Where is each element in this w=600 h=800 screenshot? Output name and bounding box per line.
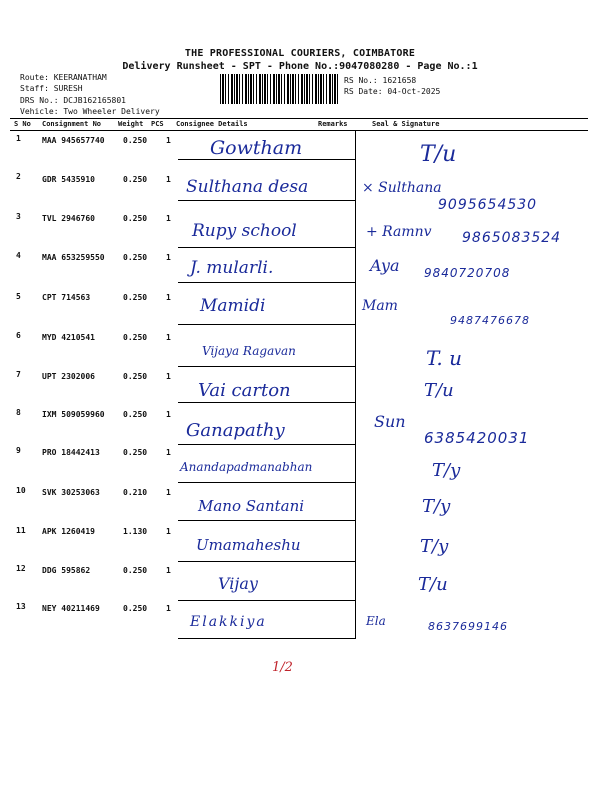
consignee-handwritten-name: Vai carton [198, 380, 291, 401]
row-sno: 10 [16, 486, 26, 495]
row-consignment: MYD 4210541 [42, 333, 95, 342]
col-consignment: Consignment No [42, 120, 102, 128]
row-weight: 0.250 [123, 448, 148, 457]
row-pcs: 1 [166, 253, 171, 262]
row-weight: 0.250 [123, 214, 148, 223]
row-consignment: TVL 2946760 [42, 214, 95, 223]
consignee-handwritten-name: Anandapadmanabhan [180, 460, 313, 474]
document-subtitle: Delivery Runsheet - SPT - Phone No.:9047080280 - Page No.:1 [122, 61, 478, 72]
row-consignment: SVK 30253063 [42, 488, 100, 497]
row-consignment: PRO 18442413 [42, 448, 100, 457]
handwritten-signature: T/y [432, 460, 461, 481]
handwritten-signature: × Sulthana [362, 180, 442, 196]
row-pcs: 1 [166, 333, 171, 342]
row-consignment: APK 1260419 [42, 527, 95, 536]
handwritten-signature: T/y [422, 496, 451, 517]
row-pcs: 1 [166, 604, 171, 613]
row-sno: 11 [16, 526, 26, 535]
handwritten-signature: T/u [420, 142, 457, 167]
row-pcs: 1 [166, 566, 171, 575]
row-pcs: 1 [166, 175, 171, 184]
col-sno: S No [14, 120, 31, 128]
consignee-handwritten-name: Elakkiya [190, 614, 267, 630]
row-pcs: 1 [166, 488, 171, 497]
consignee-handwritten-name: Rupy school [192, 221, 297, 241]
row-sno: 8 [16, 408, 21, 417]
row-sno: 12 [16, 564, 26, 573]
row-consignment: DDG 595862 [42, 566, 91, 575]
row-weight: 0.250 [123, 293, 148, 302]
row-sno: 9 [16, 446, 21, 455]
row-sno: 6 [16, 331, 21, 340]
row-weight: 0.250 [123, 410, 148, 419]
consignee-handwritten-name: Mamidi [200, 296, 266, 316]
route-label: Route: KEERANATHAM [20, 73, 107, 82]
row-consignment: UPT 2302006 [42, 372, 95, 381]
row-weight: 0.250 [123, 604, 148, 613]
row-sno: 5 [16, 292, 21, 301]
handwritten-signature: Ela [366, 614, 386, 628]
col-remarks: Remarks [318, 120, 348, 128]
row-pcs: 1 [166, 410, 171, 419]
handwritten-phone: 9865083524 [462, 230, 562, 246]
row-consignment: MAA 653259550 [42, 253, 105, 262]
row-consignment: MAA 945657740 [42, 136, 105, 145]
row-sno: 7 [16, 370, 21, 379]
rs-date: RS Date: 04-Oct-2025 [344, 87, 441, 96]
handwritten-signature: Mam [362, 298, 398, 314]
col-weight: Weight [118, 120, 144, 128]
row-weight: 0.210 [123, 488, 148, 497]
consignee-handwritten-name: Vijay [218, 574, 258, 593]
row-pcs: 1 [166, 527, 171, 536]
handwritten-signature: + Ramnv [366, 224, 432, 240]
row-consignment: IXM 509059960 [42, 410, 105, 419]
barcode-image [220, 74, 338, 104]
row-sno: 2 [16, 172, 21, 181]
row-sno: 13 [16, 602, 26, 611]
table-border-top [10, 118, 588, 119]
vehicle-label: Vehicle: Two Wheeler Delivery [20, 107, 160, 116]
staff-label: Staff: SURESH [20, 84, 83, 93]
row-sno: 3 [16, 212, 21, 221]
handwritten-signature: Aya [370, 256, 400, 275]
document-title: THE PROFESSIONAL COURIERS, COIMBATORE [184, 48, 416, 59]
consignee-handwritten-name: J. mularli. [190, 258, 274, 278]
row-pcs: 1 [166, 136, 171, 145]
row-weight: 0.250 [123, 566, 148, 575]
consignee-handwritten-name: Mano Santani [198, 497, 305, 515]
row-weight: 0.250 [123, 372, 148, 381]
col-signature: Seal & Signature [372, 120, 440, 128]
consignee-handwritten-name: Umamaheshu [196, 536, 301, 554]
consignee-handwritten-name: Ganapathy [186, 420, 285, 441]
handwritten-signature: T/u [424, 380, 454, 401]
handwritten-signature: T. u [426, 346, 462, 370]
handwritten-phone: 6385420031 [424, 429, 530, 447]
handwritten-phone: 8637699146 [428, 620, 508, 633]
handwritten-phone: 9487476678 [450, 314, 530, 327]
row-consignment: GDR 5435910 [42, 175, 95, 184]
handwritten-phone: 9095654530 [438, 197, 538, 213]
row-weight: 1.130 [123, 527, 148, 536]
red-page-mark: 1/2 [272, 660, 293, 675]
handwritten-signature: T/y [420, 536, 449, 557]
row-pcs: 1 [166, 293, 171, 302]
table-header-rule [10, 130, 588, 131]
row-weight: 0.250 [123, 136, 148, 145]
row-pcs: 1 [166, 372, 171, 381]
row-sno: 4 [16, 251, 21, 260]
row-pcs: 1 [166, 214, 171, 223]
row-consignment: CPT 714563 [42, 293, 91, 302]
consignee-handwritten-name: Sulthana desa [186, 177, 309, 197]
consignee-handwritten-name: Gowtham [210, 137, 303, 159]
row-sno: 1 [16, 134, 21, 143]
handwritten-signature: Sun [374, 412, 406, 431]
row-weight: 0.250 [123, 333, 148, 342]
handwritten-signature: T/u [418, 574, 448, 595]
drs-label: DRS No.: DCJB162165801 [20, 96, 126, 105]
consignee-handwritten-name: Vijaya Ragavan [202, 344, 296, 358]
row-pcs: 1 [166, 448, 171, 457]
row-weight: 0.250 [123, 253, 148, 262]
col-pcs: PCS [151, 120, 164, 128]
row-consignment: NEY 40211469 [42, 604, 100, 613]
row-weight: 0.250 [123, 175, 148, 184]
rs-number: RS No.: 1621658 [344, 76, 417, 85]
col-consignee: Consignee Details [176, 120, 248, 128]
handwritten-phone: 9840720708 [424, 266, 511, 280]
